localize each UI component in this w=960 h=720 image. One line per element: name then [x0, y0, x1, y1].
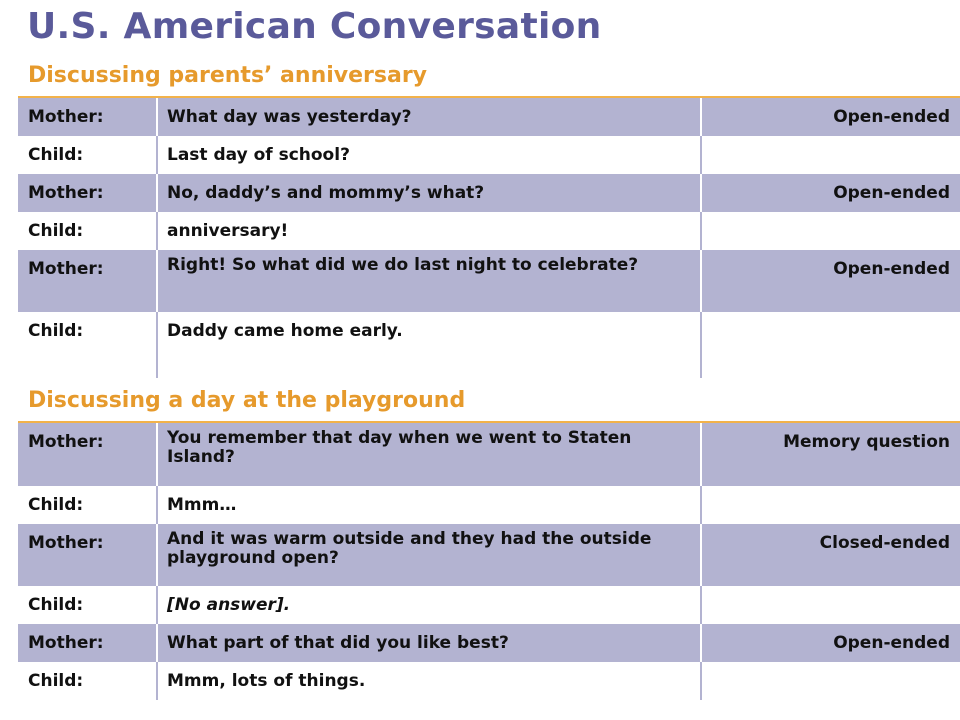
speaker-cell: Mother:	[18, 250, 157, 312]
question-type-cell	[701, 136, 960, 174]
question-type-cell: Open-ended	[701, 250, 960, 312]
speaker-cell: Mother:	[18, 624, 157, 662]
question-type-cell: Closed-ended	[701, 524, 960, 586]
utterance-cell: Last day of school?	[157, 136, 701, 174]
question-type-cell	[701, 312, 960, 378]
utterance-cell: Right! So what did we do last night to celebrate?	[157, 250, 701, 312]
speaker-cell: Mother:	[18, 423, 157, 486]
utterance-cell: What day was yesterday?	[157, 98, 701, 136]
speaker-cell: Child:	[18, 212, 157, 250]
conversation-table-anniversary	[18, 98, 960, 378]
question-type-cell	[701, 586, 960, 624]
section-heading-playground: Discussing a day at the playground	[28, 388, 466, 413]
speaker-cell: Mother:	[18, 524, 157, 586]
table-row	[18, 136, 960, 174]
table-row	[18, 662, 960, 700]
speaker-cell: Child:	[18, 312, 157, 378]
utterance-cell: Mmm, lots of things.	[157, 662, 701, 700]
table-row	[18, 98, 960, 136]
conversation-table-playground	[18, 423, 960, 700]
table-row	[18, 624, 960, 662]
table-row	[18, 486, 960, 524]
question-type-cell: Open-ended	[701, 174, 960, 212]
question-type-cell: Memory question	[701, 423, 960, 486]
table-row	[18, 423, 960, 486]
question-type-cell	[701, 212, 960, 250]
utterance-cell: You remember that day when we went to Staten Island?	[157, 423, 701, 486]
table-row	[18, 524, 960, 586]
table-row	[18, 312, 960, 378]
question-type-cell	[701, 486, 960, 524]
speaker-cell: Child:	[18, 662, 157, 700]
page-title: U.S. American Conversation	[27, 6, 602, 47]
table-row	[18, 174, 960, 212]
speaker-cell: Mother:	[18, 174, 157, 212]
table-row	[18, 212, 960, 250]
speaker-cell: Child:	[18, 136, 157, 174]
section-heading-anniversary: Discussing parents’ anniversary	[28, 63, 428, 88]
utterance-cell: Daddy came home early.	[157, 312, 701, 378]
utterance-cell: Mmm…	[157, 486, 701, 524]
speaker-cell: Mother:	[18, 98, 157, 136]
utterance-cell: What part of that did you like best?	[157, 624, 701, 662]
speaker-cell: Child:	[18, 586, 157, 624]
utterance-cell: No, daddy’s and mommy’s what?	[157, 174, 701, 212]
table-row	[18, 250, 960, 312]
question-type-cell	[701, 662, 960, 700]
speaker-cell: Child:	[18, 486, 157, 524]
question-type-cell: Open-ended	[701, 624, 960, 662]
utterance-cell: anniversary!	[157, 212, 701, 250]
table-row	[18, 586, 960, 624]
question-type-cell: Open-ended	[701, 98, 960, 136]
utterance-cell: And it was warm outside and they had the outside playground open?	[157, 524, 701, 586]
utterance-cell: [No answer].	[157, 586, 701, 624]
